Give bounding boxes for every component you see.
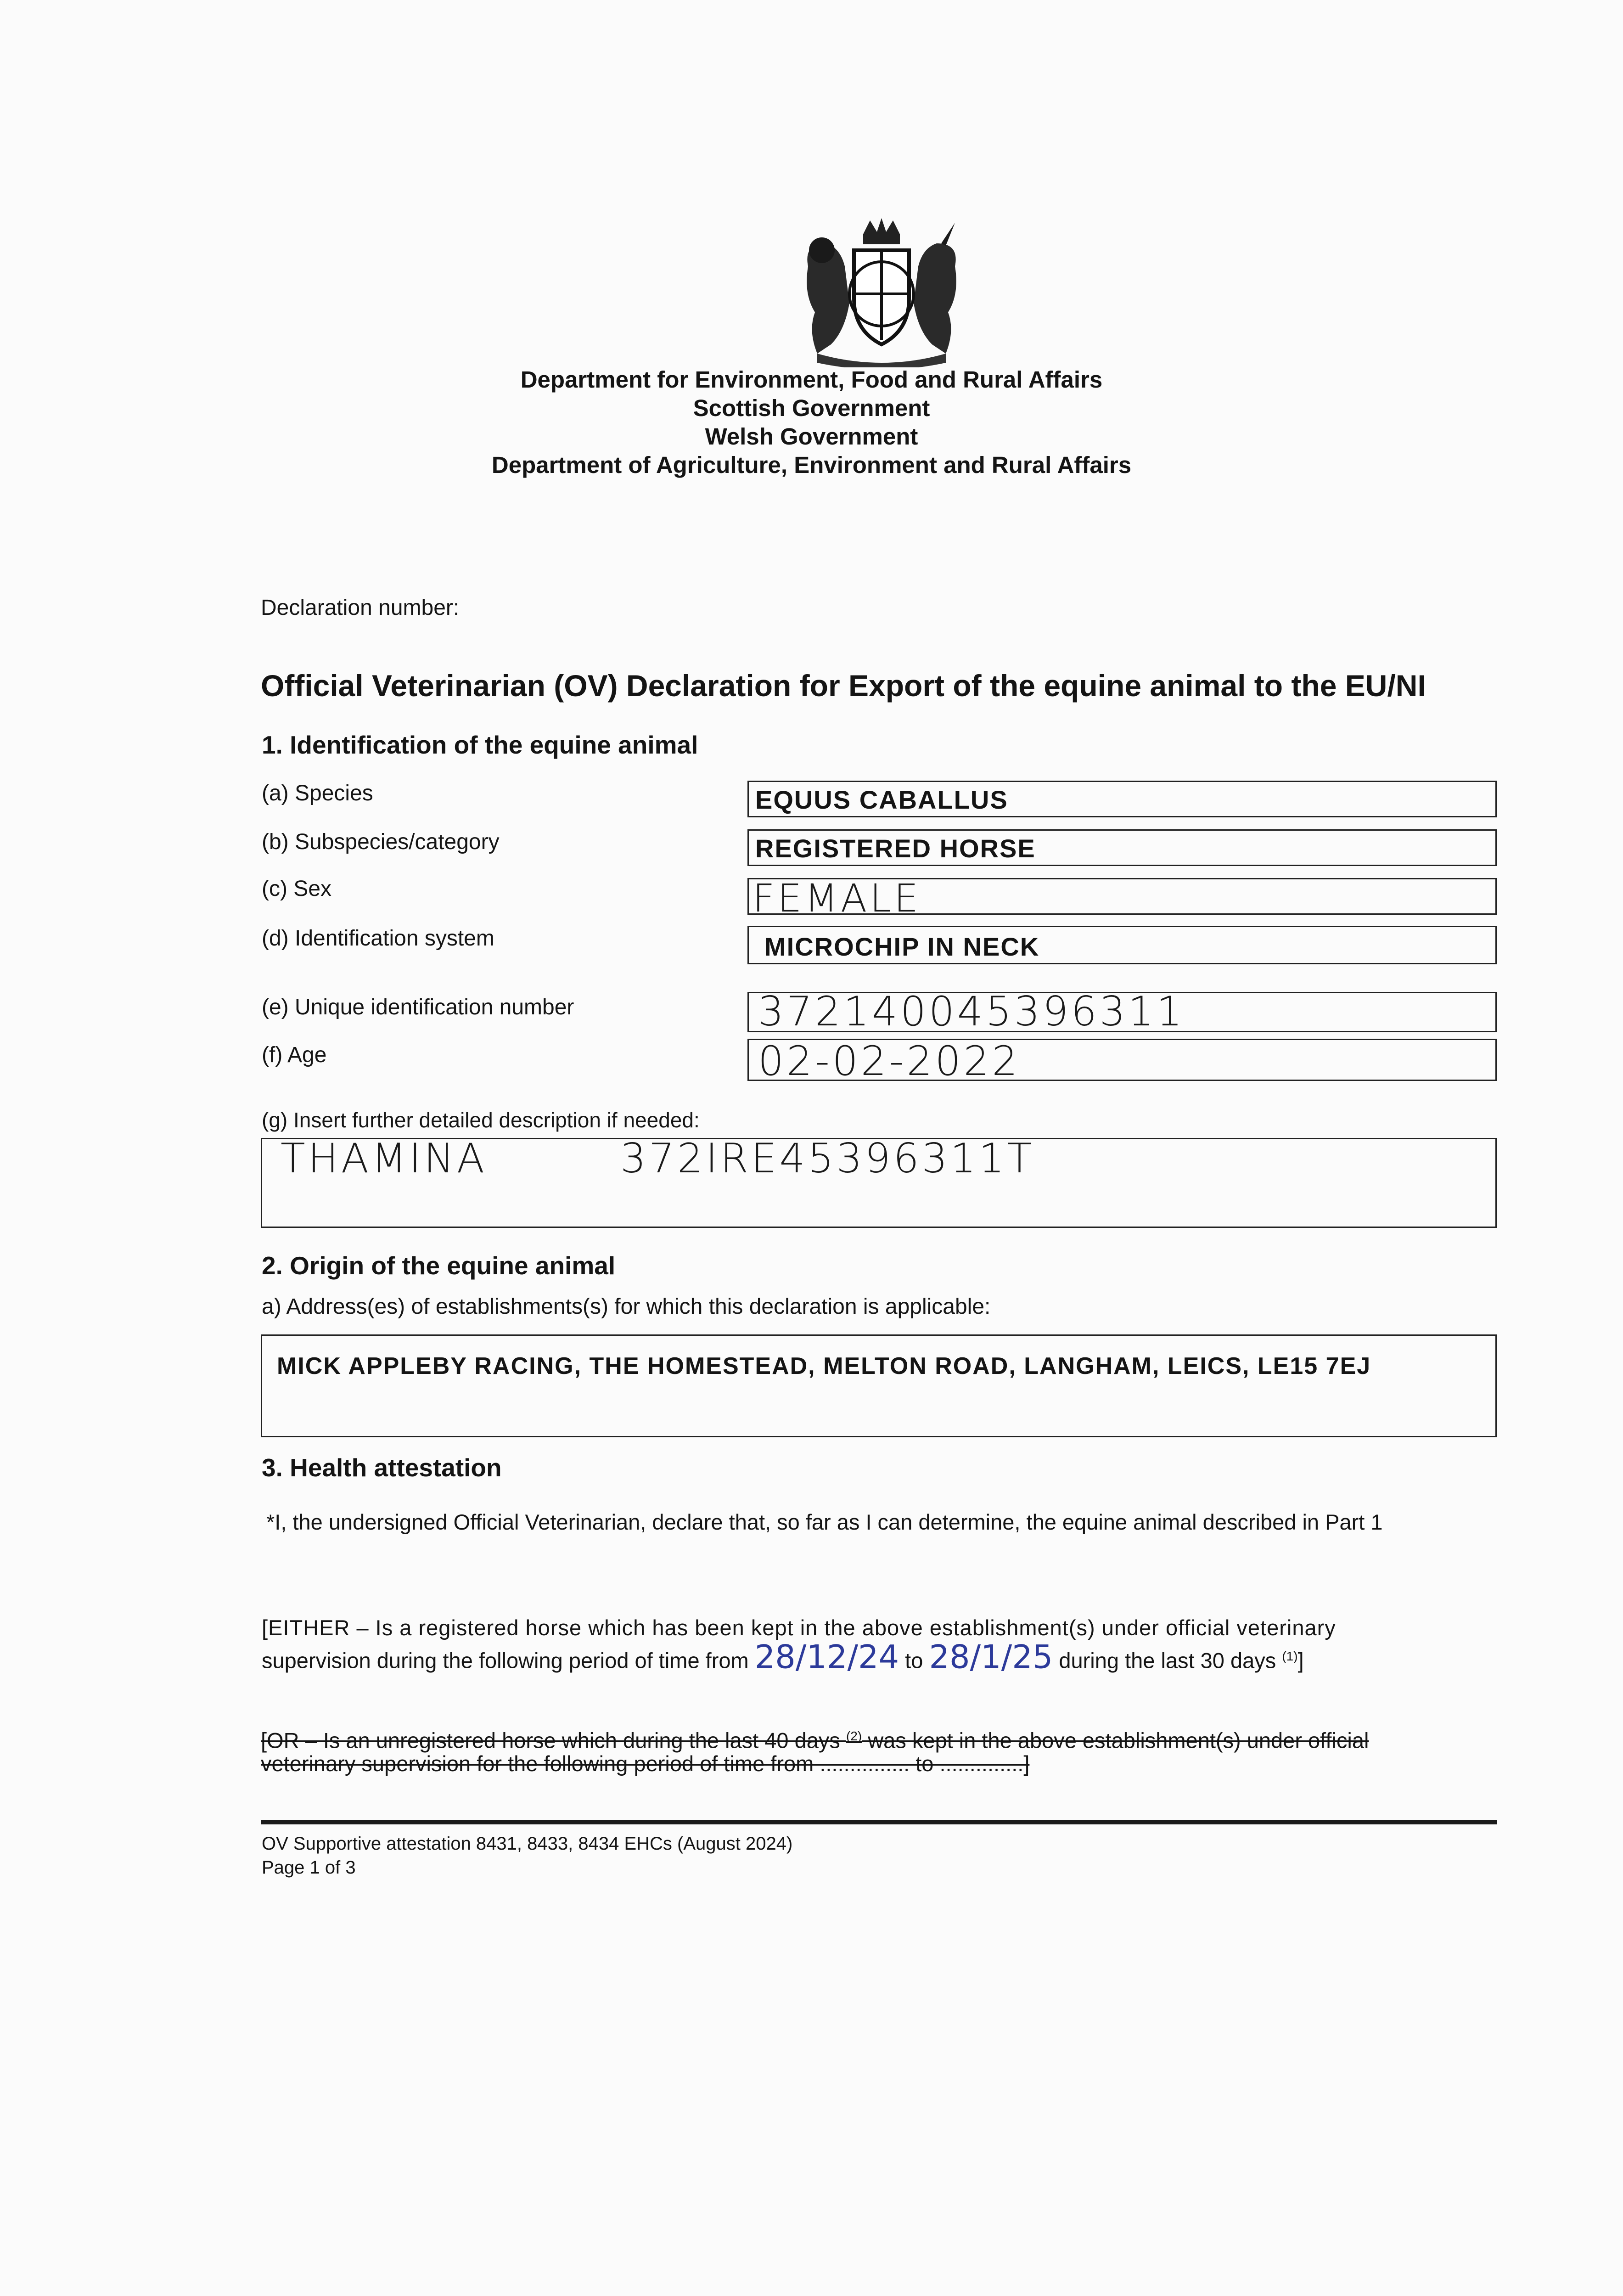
- either-line2: [262, 1638, 1304, 1676]
- either-close: ]: [1297, 1648, 1304, 1673]
- sex-value: FEMALE: [753, 876, 921, 921]
- or-line1-text: [OR – Is an unregistered horse which during the last 40 days: [261, 1728, 840, 1753]
- address-value: MICK APPLEBY RACING, THE HOMESTEAD, MELTON ROAD, LANGHAM, LEICS, LE15 7EJ: [277, 1353, 1371, 1379]
- uid-value: 372140045396311: [758, 988, 1185, 1035]
- date-to: 28/1/25: [929, 1638, 1053, 1676]
- department-scottish: Scottish Government: [693, 395, 930, 421]
- section3-heading: 3. Health attestation: [262, 1453, 502, 1482]
- department-defra: Department for Environment, Food and Rural Affairs: [520, 366, 1103, 393]
- sex-label: (c) Sex: [262, 877, 332, 901]
- section2-heading: 2. Origin of the equine animal: [262, 1251, 616, 1280]
- uid-label: (e) Unique identification number: [262, 995, 574, 1019]
- sex-field[interactable]: [747, 876, 1497, 921]
- species-field[interactable]: [747, 781, 1497, 817]
- section1-heading: 1. Identification of the equine animal: [262, 731, 698, 759]
- or-line1b-text: was kept in the above establishment(s) under official: [868, 1728, 1369, 1753]
- age-label: (f) Age: [262, 1043, 327, 1067]
- uid-field[interactable]: [747, 988, 1497, 1035]
- age-field[interactable]: [747, 1037, 1497, 1085]
- either-prefix: supervision during the following period of time from: [262, 1648, 749, 1673]
- age-value: 02-02-2022: [758, 1037, 1021, 1085]
- id-system-value: MICROCHIP IN NECK: [764, 932, 1040, 961]
- document-title: Official Veterinarian (OV) Declaration for Export of the equine animal to the EU/NI: [261, 669, 1426, 703]
- further-description-label: (g) Insert further detailed description if needed:: [262, 1108, 700, 1132]
- further-description-name: THAMINA: [281, 1135, 488, 1182]
- address-field[interactable]: [261, 1334, 1497, 1437]
- date-from: 28/12/24: [754, 1638, 899, 1676]
- address-label: a) Address(es) of establishments(s) for which this declaration is applicable:: [262, 1294, 991, 1319]
- department-daera: Department of Agriculture, Environment and Rural Affairs: [491, 452, 1132, 478]
- subspecies-value: REGISTERED HORSE: [755, 834, 1036, 863]
- either-note: (1): [1282, 1649, 1298, 1663]
- or-note: (2): [846, 1729, 862, 1743]
- footer-page-number: Page 1 of 3: [262, 1857, 356, 1878]
- department-welsh: Welsh Government: [705, 423, 918, 450]
- species-value: EQUUS CABALLUS: [755, 785, 1008, 814]
- footer-divider: [261, 1820, 1497, 1824]
- subspecies-field[interactable]: [747, 829, 1497, 866]
- further-description-id: 372IRE45396311T: [620, 1135, 1035, 1182]
- royal-coat-of-arms-icon: [790, 216, 973, 367]
- footer-attestation-ref: OV Supportive attestation 8431, 8433, 8434 EHCs (August 2024): [262, 1834, 793, 1854]
- either-to: to: [905, 1648, 923, 1673]
- declaration-number-label: Declaration number:: [261, 596, 460, 620]
- id-system-label: (d) Identification system: [262, 926, 494, 951]
- attestation-intro: *I, the undersigned Official Veterinarian, declare that, so far as I can determine, the equine animal described in Part 1: [266, 1510, 1383, 1534]
- further-description-field[interactable]: [261, 1135, 1497, 1228]
- either-line1: [EITHER – Is a registered horse which has been kept in the above establishment(s) under official veterinary: [262, 1615, 1336, 1640]
- species-label: (a) Species: [262, 781, 373, 805]
- subspecies-label: (b) Subspecies/category: [262, 830, 500, 854]
- id-system-field[interactable]: [747, 926, 1497, 964]
- or-line2: veterinary supervision for the following period of time from ............... to ..............]: [261, 1751, 1030, 1776]
- either-suffix: during the last 30 days: [1059, 1648, 1276, 1673]
